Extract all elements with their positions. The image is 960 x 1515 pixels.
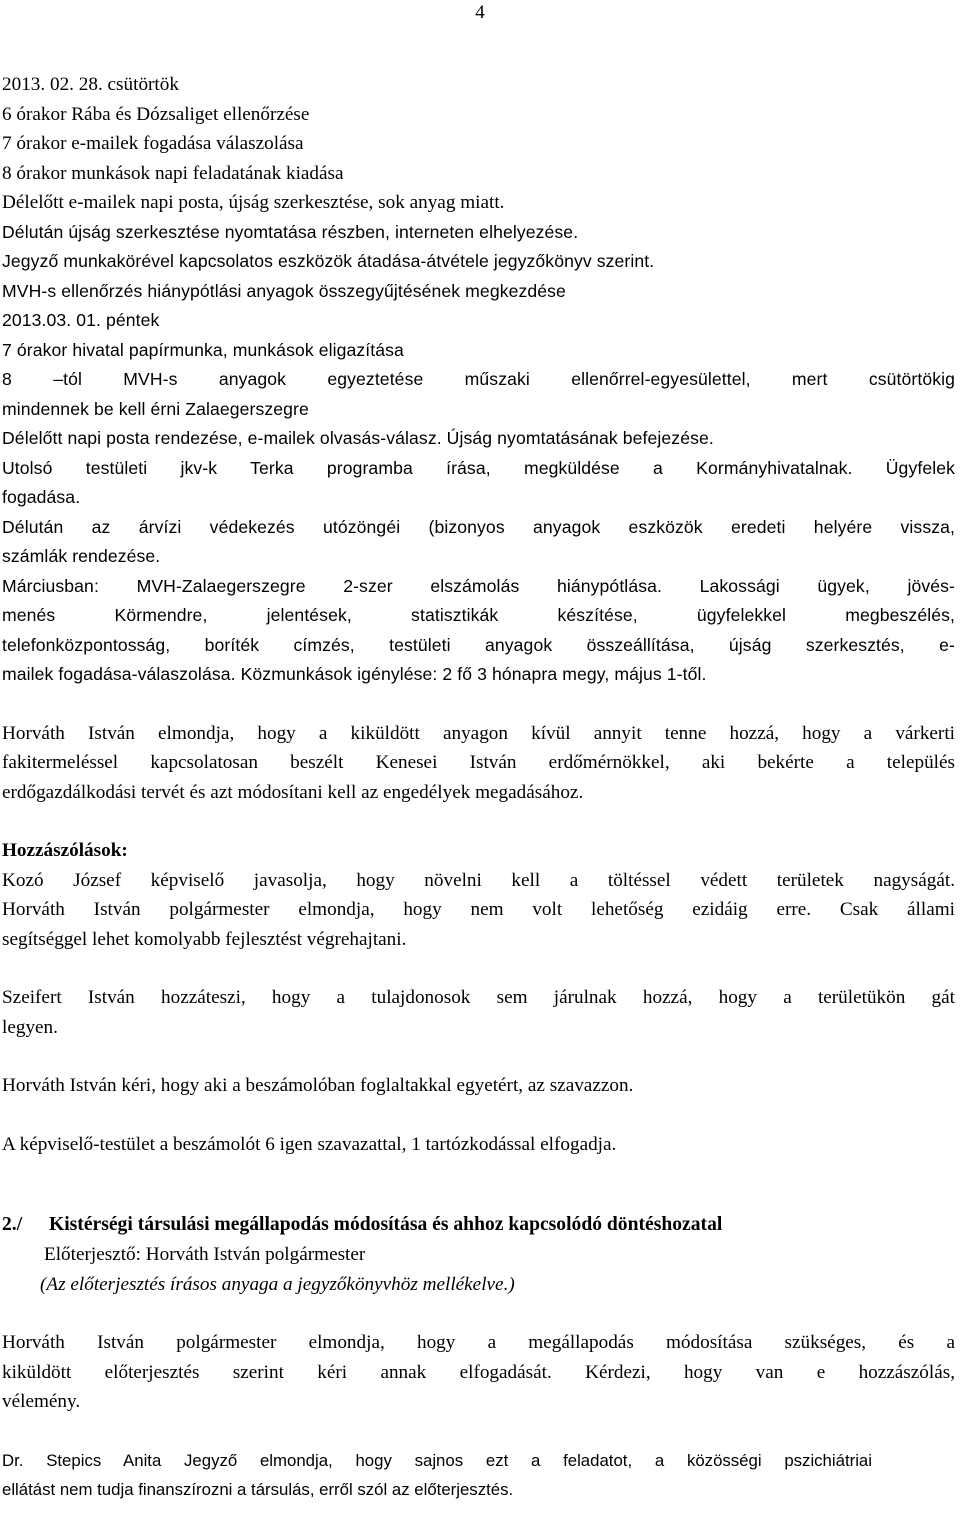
comments-heading: Hozzászólások:	[2, 840, 128, 861]
log-line: 7 órakor hivatal papírmunka, munkások eligazítása	[2, 339, 404, 360]
paragraph-line: ellátást nem tudja finanszírozni a társulás, erről szól az előterjesztés.	[2, 1479, 514, 1499]
section-title: Kistérségi társulási megállapodás módosítása és ahhoz kapcsolódó döntéshozatal	[49, 1214, 723, 1235]
log-date-2: 2013.03. 01. péntek	[2, 310, 160, 330]
log-line: Márciusban: MVH-Zalaegerszegre 2-szer elszámolás hiánypótlása. Lakossági ügyek, jövés-	[2, 575, 955, 596]
paragraph-line: fakitermeléssel kapcsolatosan beszélt Kenesei István erdőmérnökkel, aki bekérte a település	[2, 752, 955, 773]
log-line: MVH-s ellenőrzés hiánypótlási anyagok összegyűjtésének megkezdése	[2, 280, 566, 301]
paragraph-line: erdőgazdálkodási tervét és azt módosítani kell az engedélyek megadásához.	[2, 781, 584, 803]
log-line: menés Körmendre, jelentések, statisztikák készítése, ügyfelekkel megbeszélés,	[2, 605, 955, 625]
log-line: 8 órakor munkások napi feladatának kiadása	[2, 162, 344, 184]
log-line: Délelőtt e-mailek napi posta, újság szerkesztése, sok anyag miatt.	[2, 192, 505, 213]
log-date-1: 2013. 02. 28. csütörtök	[2, 74, 179, 95]
log-line: Utolsó testületi jkv-k Terka programba írása, megküldése a Kormányhivatalnak. Ügyfelek	[2, 457, 955, 478]
paragraph-line: Horváth István elmondja, hogy a kiküldött anyagon kívül annyit tenne hozzá, hogy a várkerti	[2, 722, 955, 744]
attachment-note: (Az előterjesztés írásos anyaga a jegyzőkönyvhöz mellékelve.)	[40, 1273, 515, 1295]
section-number: 2./	[2, 1214, 23, 1235]
log-line: Délelőtt napi posta rendezése, e-mailek olvasás-válasz. Újság nyomtatásának befejezése.	[2, 428, 714, 448]
log-line: fogadása.	[2, 487, 81, 507]
paragraph-line: vélemény.	[2, 1391, 81, 1412]
log-line: mailek fogadása-válaszolása. Közmunkások igénylése: 2 fő 3 hónapra megy, május 1-től.	[2, 664, 707, 684]
log-line: Jegyző munkakörével kapcsolatos eszközök átadása-átvétele jegyzőkönyv szerint.	[2, 251, 655, 271]
paragraph-line: segítséggel lehet komolyabb fejlesztést végrehajtani.	[2, 928, 407, 950]
section-heading	[2, 1210, 955, 1240]
paragraph-line: Dr. Stepics Anita Jegyző elmondja, hogy sajnos ezt a feladatot, a közösségi pszichiátriai	[2, 1450, 872, 1470]
log-line: Délután újság szerkesztése nyomtatása részben, interneten elhelyezése.	[2, 221, 579, 242]
presenter: Előterjesztő: Horváth István polgármester	[44, 1244, 366, 1265]
log-line: 6 órakor Rába és Dózsaliget ellenőrzése	[2, 103, 310, 125]
vote-result: A képviselő-testület a beszámolót 6 igen szavazattal, 1 tartózkodással elfogadja.	[2, 1133, 617, 1155]
page-content	[2, 70, 955, 1504]
page-number: 4	[475, 2, 485, 23]
paragraph-line: Szeifert István hozzáteszi, hogy a tulajdonosok sem járulnak hozzá, hogy a területükön gát	[2, 987, 955, 1008]
paragraph-line: kiküldött előterjesztés szerint kéri annak elfogadását. Kérdezi, hogy van e hozzászólás,	[2, 1361, 955, 1383]
log-line: 8 –tól MVH-s anyagok egyeztetése műszaki ellenőrrel-egyesülettel, mert csütörtökig	[2, 369, 955, 389]
log-line: telefonközpontosság, boríték címzés, testületi anyagok összeállítása, újság szerkesztés, e-	[2, 634, 955, 655]
paragraph-line: Kozó József képviselő javasolja, hogy növelni kell a töltéssel védett területek nagyságát.	[2, 869, 955, 891]
log-line: mindennek be kell érni Zalaegerszegre	[2, 398, 309, 419]
log-line: számlák rendezése.	[2, 546, 161, 566]
paragraph-line: Horváth István polgármester elmondja, hogy a megállapodás módosítása szükséges, és a	[2, 1332, 955, 1353]
log-line: Délután az árvízi védekezés utózöngéi (bizonyos anyagok eszközök eredeti helyére vissza,	[2, 516, 955, 537]
log-line: 7 órakor e-mailek fogadása válaszolása	[2, 133, 304, 154]
paragraph-line: Horváth István polgármester elmondja, hogy nem volt lehetőség ezidáig erre. Csak állami	[2, 899, 955, 920]
paragraph-line: legyen.	[2, 1016, 58, 1038]
paragraph-line: Horváth István kéri, hogy aki a beszámolóban foglaltakkal egyetért, az szavazzon.	[2, 1075, 634, 1096]
